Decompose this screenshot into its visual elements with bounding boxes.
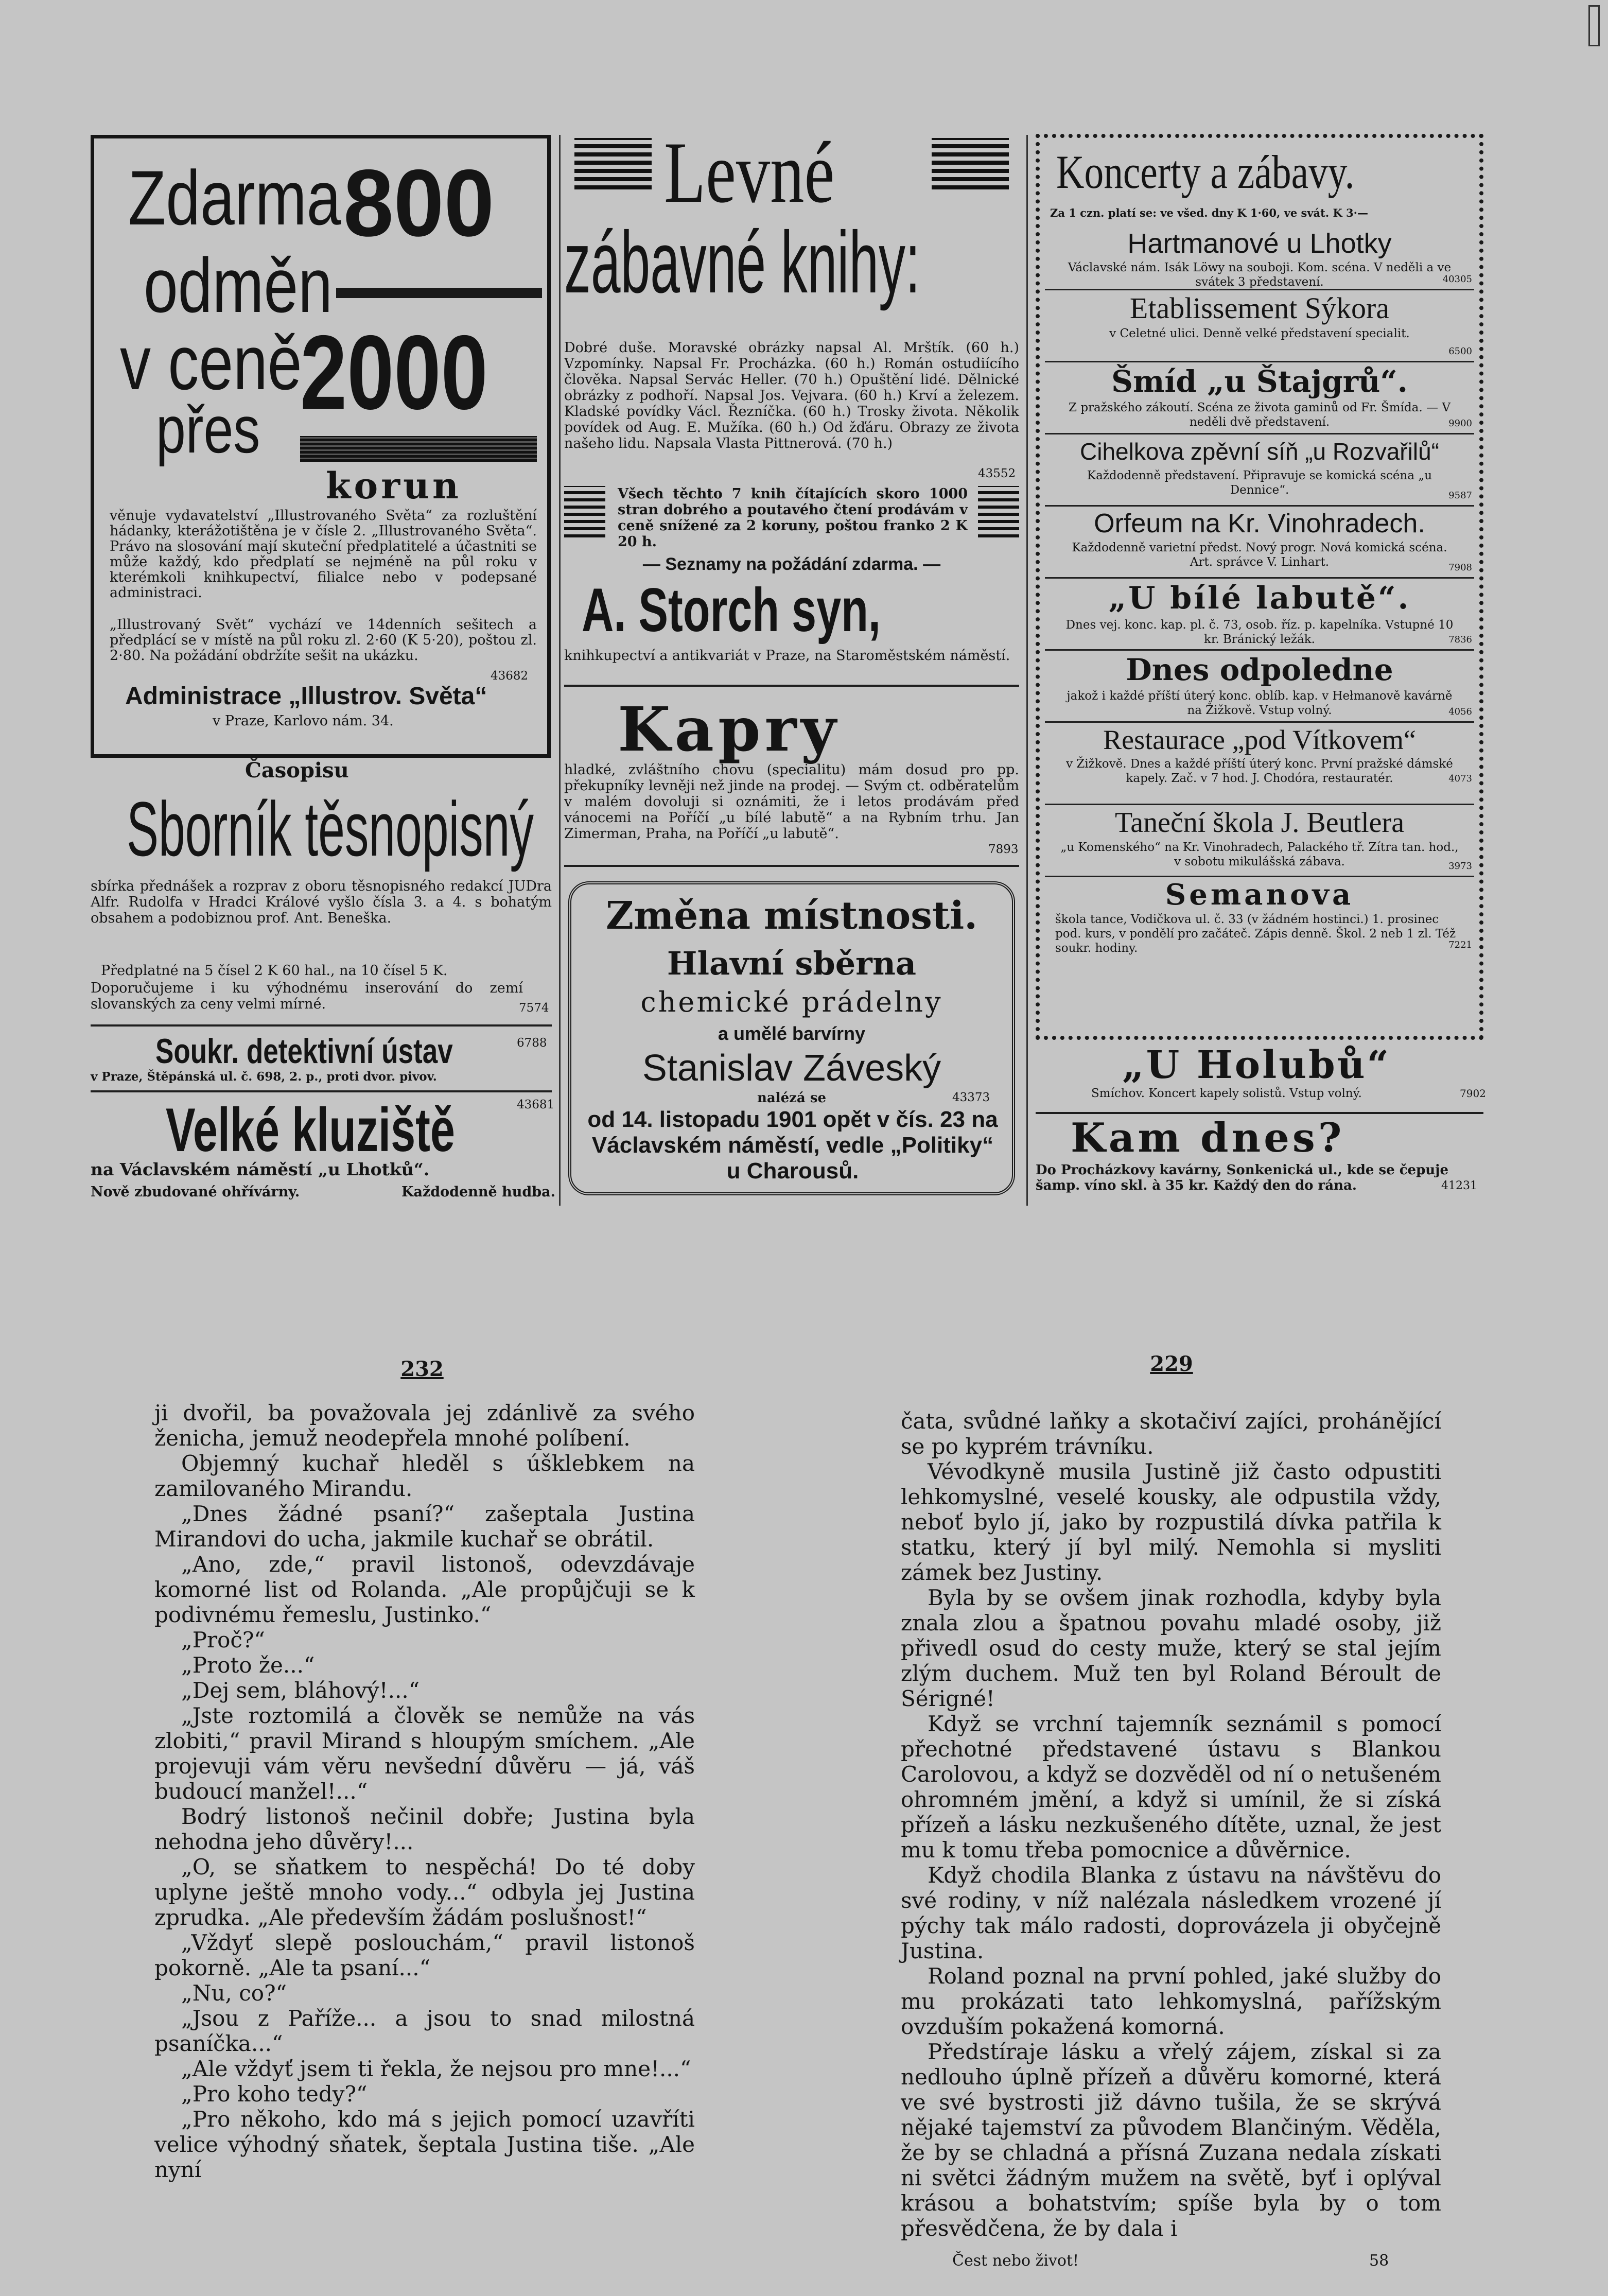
event-code: 7908 xyxy=(1448,562,1472,573)
event-item xyxy=(1045,651,1474,723)
paragraph: „Ale vždyť jsem ti řekla, že nejsou pro mne!...“ xyxy=(181,2056,691,2081)
paragraph: „Dnes žádné psaní?“ zašeptala Justina Mirandovi do ucha, jakmile kuchař se obrátil. xyxy=(154,1501,695,1552)
event-code: 4056 xyxy=(1448,706,1472,717)
rule xyxy=(1036,1112,1483,1114)
paragraph: čata, svůdné laňky a skotačiví zajíci, prohánějící se po kyprém trávníku. xyxy=(901,1408,1441,1459)
lines-decoration-left xyxy=(574,138,652,189)
casopis-code: 7574 xyxy=(519,1001,549,1015)
page-number-right: 229 xyxy=(1150,1352,1193,1376)
administrace-address: v Praze, Karlovo nám. 34. xyxy=(213,713,394,729)
event-title: Cihelkova zpěvní síň „u Rozvařilů“ xyxy=(1080,438,1439,465)
paragraph: Bodrý listonoš nečinil dobře; Justina byla nehodna jeho důvěry!... xyxy=(154,1804,695,1854)
rule xyxy=(91,1024,552,1027)
event-code: 7836 xyxy=(1448,634,1472,645)
kluziste-title: Velké kluziště xyxy=(166,1095,455,1164)
kapry-title: Kapry xyxy=(618,693,841,765)
paragraph: „Jste roztomilá a člověk se nemůže na vás zlobiti,“ pravil Mirand s hloupým smíchem. „Ale projevuji vám věru nevšední důvěru — já, váš budoucí manžel!...“ xyxy=(154,1703,695,1804)
kluziste-note-left: Nově zbudované ohřívárny. xyxy=(91,1184,300,1200)
barvirny: a umělé barvírny xyxy=(718,1023,866,1044)
paragraph: Předstíraje lásku a vřelý zájem, získal si za nedlouho úplně přízeň a důvěru komorné, která ve své bystrosti již dávno tušila, že se skrývá nějaké tajemství za původem Blančiným. Věděla, že by se chladná a přísná Zuzana nedala získati ni světci žádným mužem na světě, byť i oplýval krásou a bohatstvím; spíše byla by o tom přesvědčena, že by dala i xyxy=(901,2039,1441,2241)
kapry-body: hladké, zvláštního chovu (specialitu) mám dosud pro pp. překupníky levněji než jinde na prodej. — Svým ct. odběratelům v malém dovoluji si oznámiti, že i letos prodávám před vánocemi na Poříčí „u bílé labutě“ a na Rybním trhu. Jan Zimerman, Praha, na Poříčí „u labutě“. xyxy=(564,762,1019,842)
paragraph: „Vždyť slepě poslouchám,“ pravil listonoš pokorně. „Ale ta psaní...“ xyxy=(154,1930,695,1980)
kam-dnes-title: Kam dnes? xyxy=(1071,1115,1345,1161)
sbornik-title: Sborník těsnopisný xyxy=(127,786,534,872)
event-text: Každodenně představení. Připravuje se komická scéna „u Dennice“. xyxy=(1087,469,1432,497)
number-2000: 2000 xyxy=(300,314,488,431)
paragraph: „Dej sem, bláhový!...“ xyxy=(181,1678,420,1703)
footer-left: Čest nebo život! xyxy=(952,2252,1079,2270)
hatched-bar xyxy=(300,436,537,462)
zabavne-knihy-title: zábavné knihy: xyxy=(564,214,920,311)
zdarma-ad xyxy=(91,135,551,758)
event-code: 6500 xyxy=(1448,346,1472,357)
holubu-text: Smíchov. Koncert kapely solistů. Vstup volný. xyxy=(1091,1087,1362,1100)
paragraph: ji dvořil, ba považovala jej zdánlivě za svého ženicha, jemuž neodepřela mnohé políbení. xyxy=(154,1400,695,1451)
footer-right: 58 xyxy=(1369,2252,1389,2270)
event-text: v Celetné ulici. Denně velké představení specialit. xyxy=(1109,327,1410,340)
holubu-title: „U Holubů“ xyxy=(1122,1043,1391,1087)
paragraph: Roland poznal na první pohled, jaké služby do mu prokázati tato lehkomyslná, pařížským ovzduším pokažená komorná. xyxy=(901,1963,1441,2039)
zdarma-body: věnuje vydavatelství „Illustrovaného Světa“ za rozluštění hádanky, kterážotištěna je v čísle 2. „Illustrovaného Světa“. Právo na slosování mají skuteční předplatitelé a účastniti se může každý, kdo předplatí se nejméně na půl roku v kterémkoli knihkupectví, filialce nebo v podepsané administraci. xyxy=(110,508,537,601)
page-left-text xyxy=(154,1400,695,2182)
thick-rule xyxy=(336,288,542,298)
event-title: Etablissement Sýkora xyxy=(1129,291,1390,325)
rule xyxy=(564,865,1019,867)
event-code: 9900 xyxy=(1448,418,1472,429)
paragraph: „Ano, zde,“ pravil listonoš, odevzdávaje komorné list od Rolanda. „Ale propůjčuji se k podivnému řemeslu, Justinko.“ xyxy=(154,1552,695,1627)
offer-text: Všech těchto 7 knih čítajících skoro 1000 stran dobrého a poutavého čtení prodávám v ceně snížené za 2 koruny, poštou franko 2 K 20 h. xyxy=(618,486,968,550)
page-number-left: 232 xyxy=(400,1357,444,1381)
paragraph: Když chodila Blanka z ústavu na návštěvu do své rodiny, v níž nalézala následkem vrozené jí pýchy tak málo radosti, doprovázela ji obyčejně Justina. xyxy=(901,1863,1441,1963)
zdarma-body-2: „Illustrovaný Svět“ vychází ve 14denních sešitech a předplácí se v místě na půl roku zl. 2·60 (K 5·20), poštou zl. 2·80. Na požádání obdržíte sešit na ukázku. xyxy=(110,617,537,664)
seznamy-line: — Seznamy na požádání zdarma. — xyxy=(642,554,941,574)
kluziste-note-right: Každodenně hudba. xyxy=(401,1184,555,1200)
event-item xyxy=(1045,877,1474,954)
paragraph: „Proč?“ xyxy=(181,1627,265,1653)
event-title: Hartmanové u Lhotky xyxy=(1127,228,1392,259)
koncerty-title: Koncerty a zábavy. xyxy=(1056,146,1355,198)
number-800: 800 xyxy=(343,150,495,256)
naleza-se: nalézá se xyxy=(757,1090,826,1106)
kam-dnes-code: 41231 xyxy=(1441,1179,1477,1192)
rule xyxy=(91,1090,552,1092)
event-item xyxy=(1045,507,1474,579)
casopis-kicker: Časopisu xyxy=(245,758,349,782)
offer-icon-right xyxy=(978,486,1019,537)
paragraph: „Jsou z Paříže... a jsou to snad milostná psaníčka...“ xyxy=(154,2006,695,2056)
books-code: 43552 xyxy=(978,467,1016,480)
event-code: 4073 xyxy=(1448,773,1472,784)
casopis-price: Předplatné na 5 čísel 2 K 60 hal., na 10 čísel 5 K. xyxy=(101,963,448,979)
odmen-word: odměn xyxy=(144,242,333,328)
event-list xyxy=(1045,227,1474,954)
levne-title: Levné xyxy=(664,124,835,221)
event-text: jakož i každé příští úterý konc. oblíb. kap. v Hełmanově kavárně na Žižkově. Vstup volný. xyxy=(1067,689,1453,717)
paragraph: Vévodkyně musila Justině již často odpustiti lehkomyslné, veselé kousky, ale odpustila vždy, neboť bylo jí, jako by rozpustilá dívka patřila k statku, který jí byl milý. Nemohla si mysliti zámek bez Justiny. xyxy=(901,1459,1441,1585)
event-title: Semanova xyxy=(1165,878,1354,912)
paragraph: „Pro koho tedy?“ xyxy=(181,2081,368,2107)
pres-word: přes xyxy=(156,392,260,467)
event-text: Každodenně varietní předst. Nový progr. Nová komická scéna. Art. správce V. Linhart. xyxy=(1072,541,1447,569)
naleza-se-code: 43373 xyxy=(952,1091,990,1104)
column-divider xyxy=(559,135,561,1206)
kam-dnes-text: Do Procházkovy kavárny, Sonkenická ul., kde se čepuje šamp. víno skl. à 35 kr. Každý den do rána. xyxy=(1036,1162,1449,1193)
paragraph: „Nu, co?“ xyxy=(181,1980,287,2006)
paragraph: Objemný kuchař hleděl s úšklebkem na zamilovaného Mirandu. xyxy=(154,1451,695,1501)
paragraph: Byla by se ovšem jinak rozhodla, kdyby byla znala zlou a špatnou povahu mladé osoby, již přivedl osud do cesty muže, který se stal jejím zlým duchem. Muž ten byl Roland Béroult de Sérigné! xyxy=(901,1585,1441,1711)
event-title: „U bílé labutě“. xyxy=(1108,580,1411,616)
lines-decoration-right xyxy=(932,138,1009,189)
rule xyxy=(564,685,1019,687)
detektiv-code: 6788 xyxy=(517,1036,547,1050)
administrace-line: Administrace „Illustrov. Světa“ xyxy=(125,683,487,710)
event-text: v Žižkově. Dnes a každé příští úterý konc. První pražské dámské kapely. Zač. v 7 hod. J. Chodóra, restauratér. xyxy=(1066,757,1453,785)
paragraph: „Pro někoho, kdo má s jejich pomocí uzavříti velice výhodný sňatek, šeptala Justina tiše. „Ale nyní xyxy=(154,2107,695,2182)
event-title: Dnes odpoledne xyxy=(1126,652,1393,687)
casopis-body: sbírka přednášek a rozprav z oboru těsnopisného redakcí JUDra Alfr. Rudolfa v Hradci Králové vyšlo čísla 3. a 4. s bohatým obsahem a podobiznou prof. Ant. Beneška. xyxy=(91,878,552,926)
event-code: 40305 xyxy=(1442,274,1472,285)
event-item xyxy=(1045,290,1474,362)
hlavni-sberna: Hlavní sběrna xyxy=(667,945,917,982)
event-item xyxy=(1045,362,1474,434)
owner-name: Stanislav Záveský xyxy=(642,1048,941,1089)
event-title: Šmíd „u Štajgrů“. xyxy=(1111,364,1408,399)
chemicke-pradelny: chemické prádelny xyxy=(640,986,943,1018)
event-item xyxy=(1045,434,1474,507)
kapry-code: 7893 xyxy=(988,843,1019,856)
paragraph: „O, se sňatkem to nespěchá! Do té doby uplyne ještě mnoho vody...“ odbyla jej Justina zprudka. „Ale především žádám poslušnost!“ xyxy=(154,1854,695,1930)
event-code: 7221 xyxy=(1448,940,1472,950)
storch-title: A. Storch syn, xyxy=(582,576,881,645)
event-text: Dnes vej. konc. kap. pl. č. 73, osob. říz. p. kapelníka. Vstupné 10 kr. Bránický ležák. xyxy=(1065,618,1454,646)
koncerty-sub: Za 1 czn. platí se: ve všed. dny K 1·60, ve svát. K 3·— xyxy=(1050,206,1368,219)
detektiv-title: Soukr. detektivní ústav xyxy=(155,1032,453,1071)
paragraph: „Proto že...“ xyxy=(181,1653,315,1678)
kluziste-place: na Václavském náměstí „u Lhotků“. xyxy=(91,1159,430,1179)
event-item xyxy=(1045,723,1474,805)
zdarma-word: Zdarma xyxy=(128,154,341,241)
event-text: „u Komenského“ na Kr. Vinohradech, Palackého tř. Zítra tan. hod., v sobotu mikulášská zábava. xyxy=(1060,841,1459,868)
v-cene-word: v ceně xyxy=(120,319,302,406)
event-title: Restaurace „pod Vítkovem“ xyxy=(1103,724,1416,755)
paragraph: Když se vrchní tajemník seznámil s pomocí přechotné představené ústavu s Blankou Carolovou, a když se dozvěděl od ní o netušeném ohromném jmění, a když si umínil, že si získá přízeň a lásku nezkušeného dítěte, uznal, že jest mu k tomu třeba pomocnice a důvěrnice. xyxy=(901,1711,1441,1863)
casopis-recommend: Doporučujeme i ku výhodnému inserování do zemí slovanských za ceny velmi mírné. xyxy=(91,980,523,1012)
zdarma-code: 43682 xyxy=(491,669,529,683)
event-text: škola tance, Vodičkova ul. č. 33 (v žádném hostinci.) 1. prosinec pod. kurs, v pondělí pro začáteč. Zápis denně. Škol. 2 neb 1 zl. Též soukr. hodiny. xyxy=(1055,913,1456,955)
detektiv-address: v Praze, Štěpánská ul. č. 698, 2. p., proti dvor. pivov. xyxy=(91,1070,437,1084)
holubu-code: 7902 xyxy=(1460,1087,1486,1100)
event-title: Taneční škola J. Beutlera xyxy=(1114,807,1405,839)
event-code: 3973 xyxy=(1448,861,1472,872)
event-title: Orfeum na Kr. Vinohradech. xyxy=(1094,509,1425,538)
column-divider xyxy=(1026,135,1028,1206)
books-list: Dobré duše. Moravské obrázky napsal Al. Mrštík. (60 h.) Vzpomínky. Napsal Fr. Procházka. (60 h.) Román ostudiícího člověka. Napsal Servác Heller. (70 h.) Opuštění lidé. Dělnické obrázky z podhoří. Napsal Jos. Vejvara. (60 h.) Krví a železem. Kladské povídky Václ. Řezníčka. (60 h.) Trosky života. Několik povídek od Aug. E. Mužíka. (60 h.) Od žďáru. Obrazy ze života našeho lidu. Napsala Vlasta Pittnerová. (70 h.) xyxy=(564,340,1019,451)
event-text: Z pražského zákoutí. Scéna ze života gaminů od Fr. Šmída. — V neděli dvě představení. xyxy=(1069,401,1450,429)
scan-edge-mark xyxy=(1588,5,1600,46)
storch-line: knihkupectví a antikvariát v Praze, na Staroměstském náměstí. xyxy=(564,648,1010,664)
offer-icon-left xyxy=(564,486,605,537)
new-address: od 14. listopadu 1901 opět v čís. 23 na Václavském náměstí, vedle „Politiky“ u Charousů. xyxy=(587,1107,998,1184)
event-item xyxy=(1045,805,1474,877)
event-code: 9587 xyxy=(1448,490,1472,501)
event-item xyxy=(1045,227,1474,290)
event-text: Václavské nám. Isák Löwy na souboji. Kom. scéna. V neděli a ve svátek 3 představení. xyxy=(1068,261,1452,289)
page-right-text xyxy=(901,1408,1441,2241)
event-item xyxy=(1045,579,1474,651)
kluziste-code: 43681 xyxy=(517,1098,555,1111)
zmena-title: Změna místnosti. xyxy=(605,894,978,938)
korun-word: korun xyxy=(326,464,462,507)
